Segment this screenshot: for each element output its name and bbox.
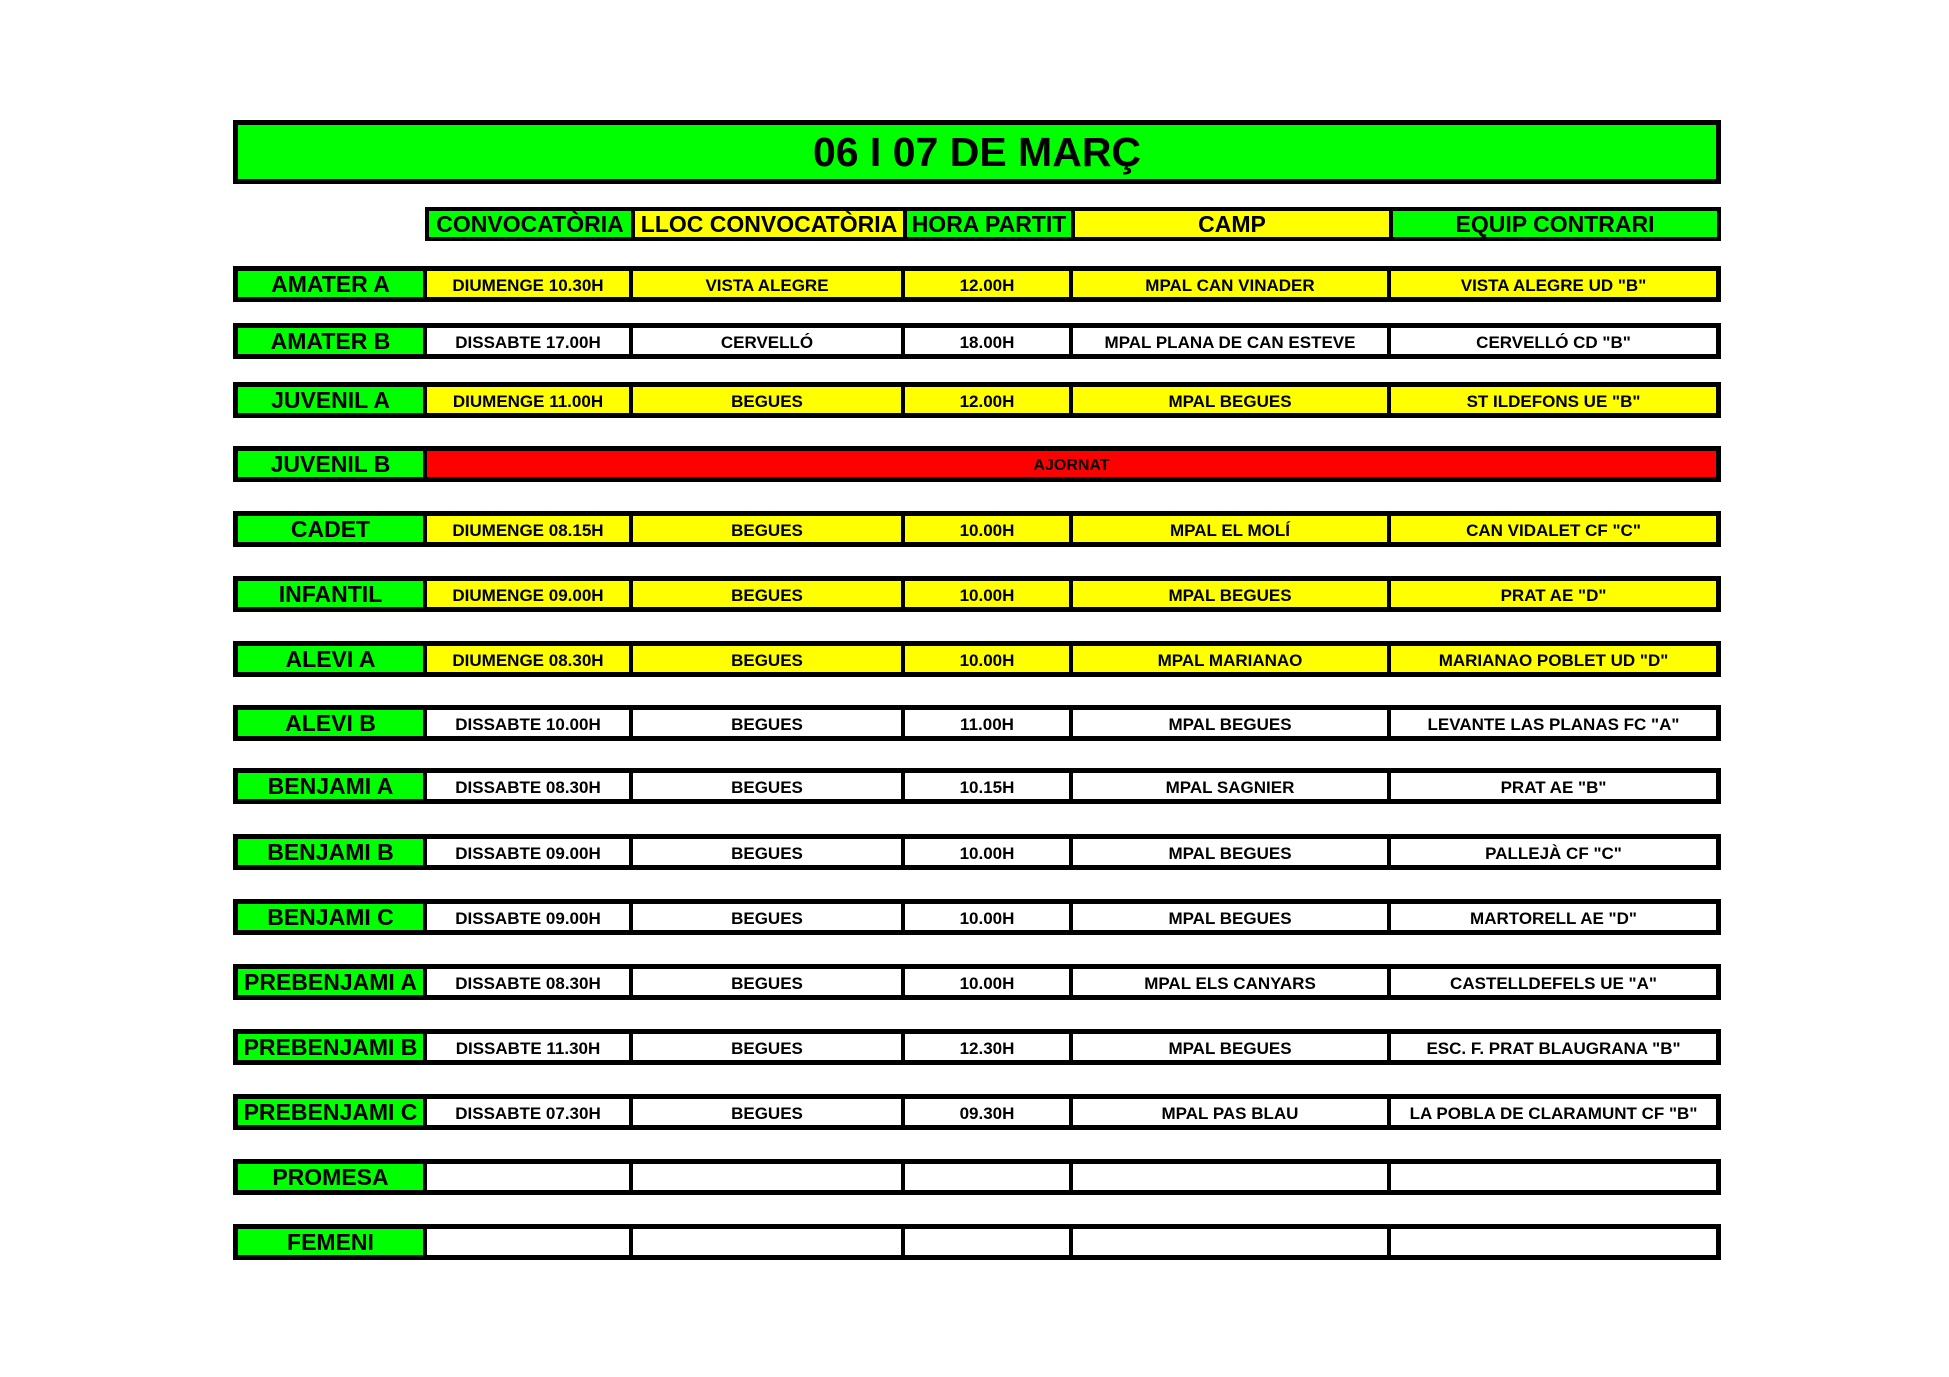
- camp-cell: MPAL PAS BLAU: [1073, 1099, 1391, 1125]
- table-row: [233, 964, 1721, 1000]
- postponed-status: AJORNAT: [427, 451, 1716, 477]
- lloc-cell: BEGUES: [633, 581, 905, 607]
- team-label: PREBENJAMI B: [238, 1034, 427, 1060]
- lloc-cell: [633, 1229, 905, 1255]
- equip-cell: PALLEJÀ CF "C": [1391, 839, 1716, 865]
- convocatoria-cell: DISSABTE 09.00H: [427, 839, 633, 865]
- lloc-cell: BEGUES: [633, 839, 905, 865]
- hora-cell: 10.00H: [905, 646, 1073, 672]
- team-label: AMATER B: [238, 328, 427, 354]
- hora-cell: [905, 1164, 1073, 1190]
- equip-cell: [1391, 1229, 1716, 1255]
- schedule-title-bar: [233, 120, 1721, 184]
- camp-cell: MPAL MARIANAO: [1073, 646, 1391, 672]
- equip-cell: LEVANTE LAS PLANAS FC "A": [1391, 710, 1716, 736]
- table-row: [233, 1094, 1721, 1130]
- team-label: AMATER A: [238, 271, 427, 297]
- hora-cell: 10.00H: [905, 904, 1073, 930]
- hora-cell: 12.00H: [905, 387, 1073, 413]
- hora-cell: 12.00H: [905, 271, 1073, 297]
- header-camp: CAMP: [1075, 211, 1393, 237]
- table-row: [233, 382, 1721, 418]
- team-label: JUVENIL A: [238, 387, 427, 413]
- team-label: INFANTIL: [238, 581, 427, 607]
- team-label: PREBENJAMI C: [238, 1099, 427, 1125]
- hora-cell: [905, 1229, 1073, 1255]
- camp-cell: [1073, 1164, 1391, 1190]
- camp-cell: MPAL EL MOLÍ: [1073, 516, 1391, 542]
- camp-cell: MPAL BEGUES: [1073, 710, 1391, 736]
- equip-cell: VISTA ALEGRE UD "B": [1391, 271, 1716, 297]
- hora-cell: 11.00H: [905, 710, 1073, 736]
- table-row: [233, 511, 1721, 547]
- team-label: BENJAMI C: [238, 904, 427, 930]
- camp-cell: MPAL SAGNIER: [1073, 773, 1391, 799]
- lloc-cell: BEGUES: [633, 904, 905, 930]
- lloc-cell: [633, 1164, 905, 1190]
- team-label: PROMESA: [238, 1164, 427, 1190]
- convocatoria-cell: DISSABTE 07.30H: [427, 1099, 633, 1125]
- hora-cell: 10.00H: [905, 516, 1073, 542]
- hora-cell: 10.00H: [905, 969, 1073, 995]
- camp-cell: MPAL BEGUES: [1073, 581, 1391, 607]
- convocatoria-cell: DIUMENGE 08.30H: [427, 646, 633, 672]
- lloc-cell: BEGUES: [633, 710, 905, 736]
- lloc-cell: VISTA ALEGRE: [633, 271, 905, 297]
- convocatoria-cell: DIUMENGE 09.00H: [427, 581, 633, 607]
- table-row: [233, 641, 1721, 677]
- lloc-cell: BEGUES: [633, 1034, 905, 1060]
- schedule-title: 06 I 07 DE MARÇ: [812, 128, 1142, 175]
- convocatoria-cell: [427, 1164, 633, 1190]
- lloc-cell: BEGUES: [633, 773, 905, 799]
- table-row: [233, 1029, 1721, 1065]
- lloc-cell: BEGUES: [633, 1099, 905, 1125]
- lloc-cell: BEGUES: [633, 646, 905, 672]
- camp-cell: MPAL BEGUES: [1073, 1034, 1391, 1060]
- hora-cell: 10.00H: [905, 839, 1073, 865]
- convocatoria-cell: DISSABTE 17.00H: [427, 328, 633, 354]
- team-label: BENJAMI A: [238, 773, 427, 799]
- hora-cell: 18.00H: [905, 328, 1073, 354]
- equip-cell: CASTELLDEFELS UE "A": [1391, 969, 1716, 995]
- equip-cell: MARIANAO POBLET UD "D": [1391, 646, 1716, 672]
- equip-cell: CERVELLÓ CD "B": [1391, 328, 1716, 354]
- team-label: CADET: [238, 516, 427, 542]
- table-row: [233, 834, 1721, 870]
- team-label: ALEVI A: [238, 646, 427, 672]
- convocatoria-cell: DISSABTE 09.00H: [427, 904, 633, 930]
- column-header-row: [425, 207, 1721, 241]
- table-row: [233, 899, 1721, 935]
- lloc-cell: CERVELLÓ: [633, 328, 905, 354]
- table-row: [233, 323, 1721, 359]
- lloc-cell: BEGUES: [633, 969, 905, 995]
- convocatoria-cell: DISSABTE 08.30H: [427, 773, 633, 799]
- equip-cell: CAN VIDALET CF "C": [1391, 516, 1716, 542]
- team-label: JUVENIL B: [238, 451, 427, 477]
- camp-cell: MPAL PLANA DE CAN ESTEVE: [1073, 328, 1391, 354]
- hora-cell: 09.30H: [905, 1099, 1073, 1125]
- camp-cell: [1073, 1229, 1391, 1255]
- lloc-cell: BEGUES: [633, 387, 905, 413]
- hora-cell: 10.00H: [905, 581, 1073, 607]
- team-label: FEMENI: [238, 1229, 427, 1255]
- camp-cell: MPAL ELS CANYARS: [1073, 969, 1391, 995]
- table-row: [233, 705, 1721, 741]
- equip-cell: ESC. F. PRAT BLAUGRANA "B": [1391, 1034, 1716, 1060]
- lloc-cell: BEGUES: [633, 516, 905, 542]
- header-equip-contrari: EQUIP CONTRARI: [1393, 211, 1717, 237]
- convocatoria-cell: DISSABTE 08.30H: [427, 969, 633, 995]
- team-label: BENJAMI B: [238, 839, 427, 865]
- table-row: [233, 446, 1721, 482]
- header-lloc-convocatoria: LLOC CONVOCATÒRIA: [635, 211, 907, 237]
- header-convocatoria: CONVOCATÒRIA: [429, 211, 635, 237]
- team-label: PREBENJAMI A: [238, 969, 427, 995]
- team-label: ALEVI B: [238, 710, 427, 736]
- camp-cell: MPAL BEGUES: [1073, 904, 1391, 930]
- camp-cell: MPAL BEGUES: [1073, 839, 1391, 865]
- convocatoria-cell: DIUMENGE 08.15H: [427, 516, 633, 542]
- convocatoria-cell: DISSABTE 10.00H: [427, 710, 633, 736]
- table-row: [233, 768, 1721, 804]
- camp-cell: MPAL CAN VINADER: [1073, 271, 1391, 297]
- equip-cell: MARTORELL AE "D": [1391, 904, 1716, 930]
- hora-cell: 10.15H: [905, 773, 1073, 799]
- camp-cell: MPAL BEGUES: [1073, 387, 1391, 413]
- table-row: [233, 1224, 1721, 1260]
- table-row: [233, 266, 1721, 302]
- header-hora-partit: HORA PARTIT: [907, 211, 1075, 237]
- equip-cell: [1391, 1164, 1716, 1190]
- table-row: [233, 1159, 1721, 1195]
- equip-cell: PRAT AE "D": [1391, 581, 1716, 607]
- convocatoria-cell: DISSABTE 11.30H: [427, 1034, 633, 1060]
- equip-cell: ST ILDEFONS UE "B": [1391, 387, 1716, 413]
- equip-cell: PRAT AE "B": [1391, 773, 1716, 799]
- equip-cell: LA POBLA DE CLARAMUNT CF "B": [1391, 1099, 1716, 1125]
- convocatoria-cell: DIUMENGE 10.30H: [427, 271, 633, 297]
- convocatoria-cell: DIUMENGE 11.00H: [427, 387, 633, 413]
- hora-cell: 12.30H: [905, 1034, 1073, 1060]
- table-row: [233, 576, 1721, 612]
- convocatoria-cell: [427, 1229, 633, 1255]
